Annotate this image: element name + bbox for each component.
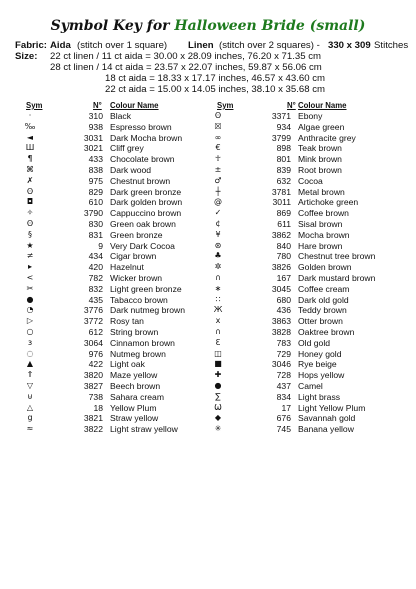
symbol-glyph: ≠ [26,251,34,261]
symbol-glyph: ∗ [214,283,222,293]
colour-name: Coffee cream [298,283,350,294]
symbol-glyph: ʘ [26,186,34,196]
symbol-glyph: ɜ [27,337,33,347]
colour-number: 9 [98,240,103,251]
colour-name: Straw yellow [110,413,159,424]
colour-number: 801 [276,154,291,165]
colour-number: 840 [276,240,291,251]
colour-number: 938 [88,121,103,132]
colour-name: Beech brown [110,380,161,391]
colour-name: Very Dark Cocoa [110,240,175,251]
colour-name: Wicker brown [110,272,163,283]
colour-number: 167 [276,272,291,283]
colour-name: Ebony [298,111,323,121]
colour-name: Green bronze [110,229,163,240]
colour-number: 838 [88,164,103,175]
left-num-header: N° [93,101,102,110]
size-line: 28 ct linen / 14 ct aida = 23.57 x 22.07 inches, 59.87 x 56.06 cm [50,62,322,73]
colour-number: 18 [93,402,103,413]
symbol-glyph: ☒ [214,121,222,131]
colour-name: Light brass [298,391,341,402]
symbol-glyph: x [215,316,221,326]
colour-number: 612 [88,326,103,337]
colour-name: Cliff grey [110,143,144,154]
colour-name: Chestnut brown [110,175,171,186]
colour-name: Cocoa [298,175,323,186]
symbol-glyph: ▷ [26,316,34,326]
symbol-glyph: ◘ [26,197,34,207]
page-title [0,18,416,34]
symbol-glyph: ∞ [214,132,222,142]
symbol-glyph: ■ [214,359,222,369]
colour-name: Green oak brown [110,218,176,229]
colour-name: Maze yellow [110,370,158,381]
colour-name: Oaktree brown [298,326,355,337]
colour-name: Sahara cream [110,391,164,402]
colour-number: 436 [276,305,291,316]
colour-number: 434 [88,251,103,262]
colour-number: 834 [276,391,291,402]
symbol-glyph: ¢ [215,218,221,228]
symbol-glyph: ¶ [27,154,33,164]
colour-number: 831 [88,229,103,240]
size-row-2 [15,62,415,73]
symbol-glyph: ▽ [26,380,34,390]
colour-number: 829 [88,186,103,197]
colour-name: Algae green [298,121,345,132]
size-line: 22 ct linen / 11 ct aida = 30.00 x 28.09 inches, 76.20 x 71.35 cm [50,51,322,62]
colour-name: Savannah gold [298,413,356,424]
colour-number: 435 [88,294,103,305]
symbol-glyph: ● [214,380,222,390]
colour-number: 738 [88,391,103,402]
colour-name: Rye beige [298,359,337,370]
symbol-glyph: ☥ [215,154,221,164]
symbol-glyph: ± [214,164,222,174]
symbol-glyph: ▲ [26,359,34,369]
colour-number: 17 [281,402,291,413]
symbol-glyph: ✳ [214,424,222,434]
symbol-glyph: g [27,413,33,423]
size-label: Size: [15,51,38,62]
colour-name: Light oak [110,359,145,370]
left-name-header: Colour Name [110,101,159,110]
stitch-count: 330 x 309 [328,40,371,51]
left-sym-header: Sym [26,101,43,110]
colour-number: 611 [277,218,291,229]
colour-number: 3862 [271,229,291,240]
colour-name: Honey gold [298,348,342,359]
title-prefix: Symbol Key for [50,18,170,34]
colour-name: Light straw yellow [110,424,178,435]
symbol-glyph: ┼ [215,186,221,196]
symbol-glyph: Ш [25,143,35,153]
colour-number: 676 [276,413,291,424]
fabric-row [15,40,415,51]
colour-name: Metal brown [298,186,345,197]
right-num-header: N° [287,101,296,110]
symbol-glyph: Ɛ [215,337,221,347]
symbol-glyph: € [215,143,221,153]
size-row-3 [15,73,415,84]
colour-name: Teak brown [298,143,342,154]
colour-number: 3826 [271,262,291,273]
colour-name: Hazelnut [110,262,144,273]
symbol-glyph: ⌘ [26,164,34,174]
symbol-glyph: ◔ [26,305,34,315]
size-row-4 [15,84,415,95]
symbol-glyph: ∩ [215,326,221,336]
colour-number: 832 [88,283,103,294]
colour-name: Banana yellow [298,424,354,435]
colour-number: 632 [276,175,291,186]
symbol-glyph: ★ [26,240,34,250]
colour-number: 3031 [83,132,103,143]
symbol-glyph: Ѡ [214,402,222,412]
colour-name: Dark green bronze [110,186,182,197]
colour-name: Mocha brown [298,229,350,240]
colour-name: Sisal brown [298,218,343,229]
colour-number: 3046 [271,359,291,370]
colour-number: 3021 [83,143,103,154]
colour-name: Dark Mocha brown [110,132,183,143]
title-design-name: Halloween Bride (small) [174,18,366,34]
colour-name: Rosy tan [110,316,144,327]
colour-name: Light green bronze [110,283,182,294]
colour-name: Light Yellow Plum [298,402,366,413]
colour-number: 780 [276,251,291,262]
fabric-aida-note: (stitch over 1 square) [77,40,168,51]
colour-name: Black [110,111,132,121]
colour-name: Espresso brown [110,121,172,132]
colour-name: Chestnut tree brown [298,251,376,262]
colour-number: 3371 [271,111,291,121]
symbol-glyph: ✗ [26,175,34,185]
colour-number: 728 [276,370,291,381]
colour-number: 729 [276,348,291,359]
symbol-glyph: ∩ [215,272,221,282]
colour-number: 3776 [83,305,103,316]
size-row-1 [15,51,415,62]
colour-number: 3011 [272,197,291,208]
colour-number: 422 [88,359,103,370]
symbol-glyph: ● [26,294,34,304]
symbol-glyph: ✲ [214,262,222,272]
fabric-linen-note: (stitch over 2 squares) - [219,40,320,51]
colour-name: Dark golden brown [110,197,183,208]
colour-name: Dark old gold [298,294,349,305]
colour-number: 3790 [83,208,103,219]
colour-number: 869 [276,208,291,219]
colour-name: Cappuccino brown [110,208,182,219]
colour-name: Hops yellow [298,370,345,381]
colour-number: 420 [88,262,103,273]
right-sym-header: Sym [217,101,234,110]
colour-number: 610 [88,197,103,208]
symbol-glyph: ◆ [214,413,222,423]
colour-name: Coffee brown [298,208,349,219]
colour-name: Anthracite grey [298,132,356,143]
colour-number: 3045 [271,283,291,294]
symbol-glyph: ∷ [215,294,221,304]
colour-name: Mink brown [298,154,342,165]
colour-name: Dark mustard brown [298,272,376,283]
symbol-glyph: ✂ [26,283,34,293]
symbol-glyph: △ [26,402,34,412]
colour-number: 745 [276,424,291,435]
stitch-count-suffix: Stitches [374,40,409,51]
symbol-glyph: ⊛ [214,240,222,250]
colour-name: Nutmeg brown [110,348,166,359]
colour-name: Otter brown [298,316,343,327]
colour-number: 898 [276,143,291,154]
symbol-glyph: ◫ [214,348,222,358]
symbol-glyph: ○ [26,326,34,336]
colour-number: 437 [276,380,291,391]
colour-name: Yellow Plum [110,402,157,413]
colour-name: Golden brown [298,262,352,273]
colour-name: Artichoke green [298,197,359,208]
symbol-glyph: ⊍ [27,391,33,401]
colour-name: Chocolate brown [110,154,175,165]
symbol-glyph: ✓ [214,208,222,218]
fabric-linen: Linen [188,40,214,51]
fabric-size-info [15,40,415,95]
colour-name: Camel [298,380,323,391]
colour-name: Root brown [298,164,342,175]
symbol-glyph: ∑ [215,391,221,401]
colour-number: 975 [88,175,103,186]
symbol-glyph: ♂ [214,175,222,185]
colour-number: 680 [276,294,291,305]
colour-name: Tabacco brown [110,294,168,305]
colour-number: 3828 [271,326,291,337]
symbol-glyph: ♣ [214,251,222,261]
colour-name: Cigar brown [110,251,157,262]
symbol-glyph: Ж [213,305,223,315]
symbol-glyph: ▸ [27,262,32,272]
symbol-glyph: ‰ [24,121,36,131]
colour-number: 3821 [83,413,103,424]
colour-number: 3863 [271,316,291,327]
symbol-glyph: ◄ [26,132,34,142]
symbol-glyph: @ [214,197,222,207]
colour-number: 433 [88,154,103,165]
symbol-glyph: ≈ [26,424,34,434]
colour-number: 3799 [271,132,291,143]
colour-number: 976 [88,348,103,359]
colour-number: 3772 [83,316,103,327]
colour-number: 782 [88,272,103,283]
colour-number: 839 [276,164,291,175]
colour-number: 3820 [83,370,103,381]
symbol-glyph: ¥ [215,229,221,239]
colour-name: Old gold [298,337,331,348]
symbol-glyph: § [28,229,32,239]
right-name-header: Colour Name [298,101,347,110]
size-line: 18 ct aida = 18.33 x 17.17 inches, 46.57 x 43.60 cm [105,73,326,84]
symbol-glyph: ʘ [26,218,34,228]
colour-number: 3827 [83,380,103,391]
colour-number: 830 [88,218,103,229]
fabric-label: Fabric: [15,40,47,51]
symbol-glyph: ʘ [214,111,222,120]
symbol-glyph: ✧ [26,208,34,218]
symbol-glyph: · [28,111,32,120]
colour-number: 3781 [271,186,291,197]
fabric-aida: Aida [50,40,71,51]
symbol-glyph: < [26,272,34,282]
colour-number: 3064 [83,337,103,348]
colour-name: String brown [110,326,159,337]
colour-number: 3822 [83,424,103,435]
colour-name: Dark nutmeg brown [110,305,185,316]
colour-number: 310 [88,111,103,121]
size-line: 22 ct aida = 15.00 x 14.05 inches, 38.10 x 35.68 cm [105,84,326,95]
symbol-glyph: ✚ [214,370,222,380]
symbol-glyph: ◌ [26,348,34,358]
colour-number: 934 [276,121,291,132]
symbol-glyph: ⇑ [26,370,34,380]
colour-name: Cinnamon brown [110,337,175,348]
colour-name: Hare brown [298,240,343,251]
colour-name: Dark wood [110,164,152,175]
colour-number: 783 [276,337,291,348]
colour-name: Teddy brown [298,305,347,316]
